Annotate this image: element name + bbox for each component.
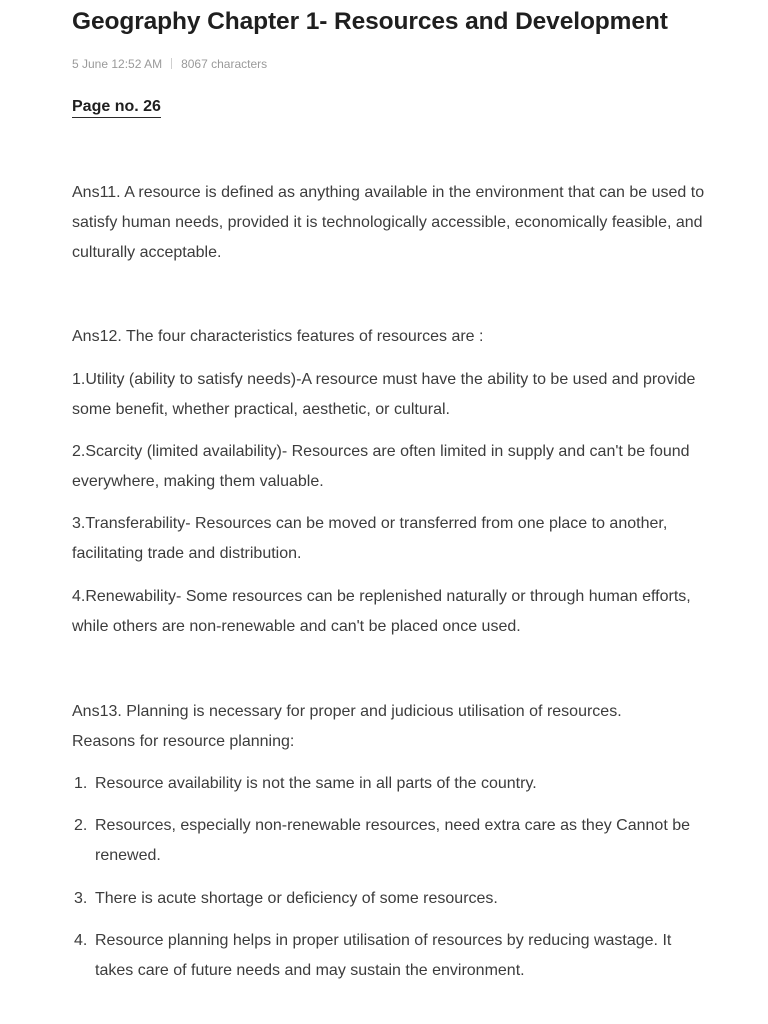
page-number-heading: Page no. 26	[72, 98, 161, 118]
list-item	[72, 926, 712, 986]
list-item	[72, 884, 712, 914]
meta-divider	[171, 58, 172, 69]
ans12-item-transferability: 3.Transferability- Resources can be moved or transferred from one place to another, facilitating trade and distribution.	[72, 515, 668, 562]
list-item-number: 2.	[74, 817, 88, 834]
ans12-item-utility: 1.Utility (ability to satisfy needs)-A resource must have the ability to be used and provide some benefit, whether practical, aesthetic, or cultural.	[72, 371, 696, 418]
list-item-text: Resources, especially non-renewable resources, need extra care as they Cannot be renewed.	[95, 817, 690, 864]
note-date: 5 June 12:52 AM	[72, 57, 163, 71]
ans13-subhead: Reasons for resource planning:	[72, 733, 295, 750]
list-item-text: Resource availability is not the same in all parts of the country.	[95, 775, 537, 792]
list-item-text: Resource planning helps in proper utilisation of resources by reducing wastage. It takes care of future needs and may sustain the environment.	[95, 932, 672, 979]
list-item	[72, 769, 712, 799]
ans12-intro: Ans12. The four characteristics features of resources are :	[72, 328, 484, 345]
ans11-paragraph: Ans11. A resource is defined as anything available in the environment that can be used to satisfy human needs, provided it is technologically accessible, economically feasible, and culturally acceptable.	[72, 184, 705, 261]
note-meta	[72, 57, 267, 71]
list-item-number: 3.	[74, 890, 88, 907]
ans13-intro: Ans13. Planning is necessary for proper and judicious utilisation of resources.	[72, 703, 622, 720]
ans12-item-renewability: 4.Renewability- Some resources can be replenished naturally or through human efforts, while others are non-renewable and can't be placed once used.	[72, 588, 691, 635]
note-title: Geography Chapter 1- Resources and Development	[72, 8, 668, 35]
list-item-number: 1.	[74, 775, 88, 792]
list-item	[72, 811, 712, 871]
ans12-item-scarcity: 2.Scarcity (limited availability)- Resources are often limited in supply and can't be found everywhere, making them valuable.	[72, 443, 690, 490]
note-char-count: 8067 characters	[181, 57, 268, 71]
list-item-text: There is acute shortage or deficiency of some resources.	[95, 890, 498, 907]
list-item-number: 4.	[74, 932, 88, 949]
